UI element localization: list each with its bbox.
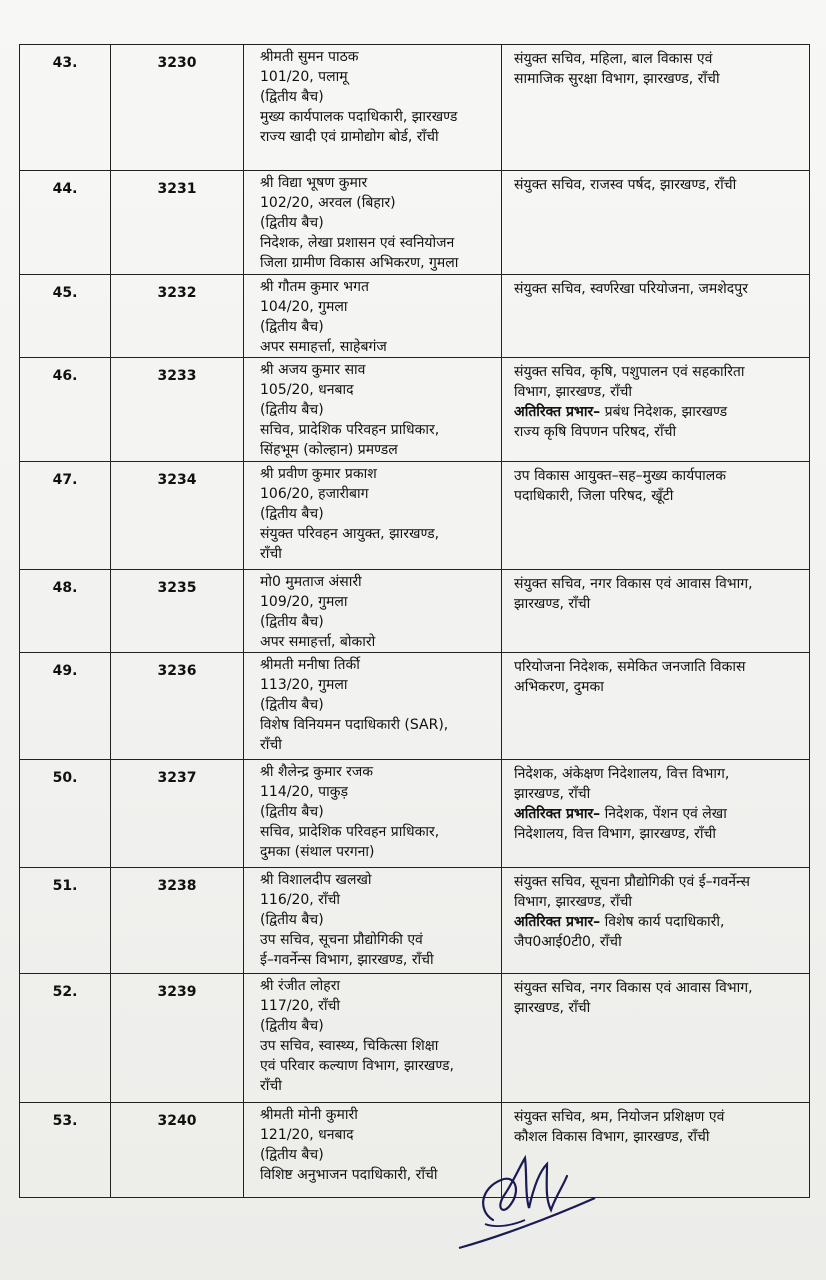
officer-name: श्री रंजीत लोहरा [260, 978, 341, 994]
new-post-line: परियोजना निदेशक, समेकित जनजाति विकास [514, 659, 746, 675]
current-post-line: जिला ग्रामीण विकास अभिकरण, गुमला [260, 255, 459, 271]
new-posting [502, 974, 810, 1103]
batch-number: 106/20, हजारीबाग [260, 486, 369, 502]
officer-code: 3235 [111, 570, 244, 653]
additional-charge-text: निदेशालय, वित्त विभाग, झारखण्ड, राँची [514, 826, 716, 842]
officer-name: श्रीमती मोनी कुमारी [260, 1107, 358, 1123]
batch-label: (द्वितीय बैच) [260, 89, 324, 105]
table-row [20, 462, 810, 570]
batch-label: (द्वितीय बैच) [260, 697, 324, 713]
batch-label: (द्वितीय बैच) [260, 804, 324, 820]
serial-number: 49. [20, 653, 111, 760]
officer-code: 3231 [111, 171, 244, 275]
new-post-line: संयुक्त सचिव, कृषि, पशुपालन एवं सहकारिता [514, 364, 745, 380]
signature [455, 1150, 600, 1260]
batch-number: 114/20, पाकुड़ [260, 784, 348, 800]
table-row [20, 45, 810, 171]
new-post-line: संयुक्त सचिव, श्रम, नियोजन प्रशिक्षण एवं [514, 1109, 725, 1125]
new-posting [502, 358, 810, 462]
officer-code: 3237 [111, 760, 244, 868]
officer-name: श्रीमती मनीषा तिर्की [260, 657, 360, 673]
new-post-line: उप विकास आयुक्त–सह–मुख्य कार्यपालक [514, 468, 727, 484]
additional-charge-text: जैप0आई0टी0, राँची [514, 934, 622, 950]
current-post-line: अपर समाहर्त्ता, साहेबगंज [260, 339, 387, 355]
table-row [20, 570, 810, 653]
officer-details [244, 868, 502, 974]
officer-details [244, 570, 502, 653]
batch-number: 101/20, पलामू [260, 69, 348, 85]
serial-number: 48. [20, 570, 111, 653]
officer-details [244, 974, 502, 1103]
batch-label: (द्वितीय बैच) [260, 319, 324, 335]
officer-code: 3230 [111, 45, 244, 171]
new-post-line: संयुक्त सचिव, स्वर्णरेखा परियोजना, जमशेदपुर [514, 281, 748, 297]
current-post-line: विशेष विनियमन पदाधिकारी (SAR), [260, 717, 449, 733]
table-row [20, 653, 810, 760]
table-row [20, 868, 810, 974]
new-post-line: सामाजिक सुरक्षा विभाग, झारखण्ड, राँची [514, 71, 720, 87]
serial-number: 44. [20, 171, 111, 275]
current-post-line: विशिष्ट अनुभाजन पदाधिकारी, राँची [260, 1167, 438, 1183]
officer-code: 3239 [111, 974, 244, 1103]
additional-charge-line [514, 804, 803, 824]
new-post-line: निदेशक, अंकेक्षण निदेशालय, वित्त विभाग, [514, 766, 730, 782]
batch-number: 104/20, गुमला [260, 299, 348, 315]
officer-code: 3232 [111, 275, 244, 358]
batch-label: (द्वितीय बैच) [260, 614, 324, 630]
new-post-line: संयुक्त सचिव, नगर विकास एवं आवास विभाग, [514, 576, 753, 592]
current-post-line: राज्य खादी एवं ग्रामोद्योग बोर्ड, राँची [260, 129, 439, 145]
new-post-line: झारखण्ड, राँची [514, 1000, 591, 1016]
officer-code: 3236 [111, 653, 244, 760]
new-posting [502, 275, 810, 358]
current-post-line: दुमका (संथाल परगना) [260, 844, 375, 860]
new-posting [502, 45, 810, 171]
batch-number: 117/20, राँची [260, 998, 341, 1014]
officer-details [244, 45, 502, 171]
current-post-line: अपर समाहर्त्ता, बोकारो [260, 634, 376, 650]
current-post-line: निदेशक, लेखा प्रशासन एवं स्वनियोजन [260, 235, 455, 251]
table-row [20, 760, 810, 868]
table-row [20, 275, 810, 358]
additional-charge-text: निदेशक, पेंशन एवं लेखा [600, 806, 727, 822]
current-post-line: संयुक्त परिवहन आयुक्त, झारखण्ड, [260, 526, 440, 542]
batch-label: (द्वितीय बैच) [260, 1147, 324, 1163]
additional-charge-line [514, 912, 803, 932]
additional-charge-label: अतिरिक्त प्रभार– [514, 806, 601, 822]
new-posting [502, 653, 810, 760]
new-posting [502, 570, 810, 653]
officer-name: श्री अजय कुमार साव [260, 362, 366, 378]
current-post-line: सचिव, प्रादेशिक परिवहन प्राधिकार, [260, 422, 440, 438]
additional-charge-text: प्रबंध निदेशक, झारखण्ड [600, 404, 728, 420]
new-post-line: विभाग, झारखण्ड, राँची [514, 894, 632, 910]
new-posting [502, 171, 810, 275]
batch-label: (द्वितीय बैच) [260, 506, 324, 522]
serial-number: 46. [20, 358, 111, 462]
additional-charge-label: अतिरिक्त प्रभार– [514, 404, 601, 420]
serial-number: 51. [20, 868, 111, 974]
officer-details [244, 171, 502, 275]
posting-table-body [20, 45, 810, 1198]
new-post-line: संयुक्त सचिव, राजस्व पर्षद, झारखण्ड, राँची [514, 177, 737, 193]
batch-label: (द्वितीय बैच) [260, 1018, 324, 1034]
current-post-line: राँची [260, 546, 282, 562]
batch-number: 116/20, राँची [260, 892, 341, 908]
current-post-line: उप सचिव, सूचना प्रौद्योगिकी एवं [260, 932, 423, 948]
officer-code: 3233 [111, 358, 244, 462]
officer-details [244, 760, 502, 868]
table-row [20, 358, 810, 462]
batch-label: (द्वितीय बैच) [260, 912, 324, 928]
new-post-line: संयुक्त सचिव, सूचना प्रौद्योगिकी एवं ई–गवर्नेन्स [514, 874, 751, 890]
officer-name: श्री विद्या भूषण कुमार [260, 175, 368, 191]
officer-name: मो0 मुमताज अंसारी [260, 574, 362, 590]
officer-code: 3238 [111, 868, 244, 974]
new-post-line: अभिकरण, दुमका [514, 679, 604, 695]
officer-code: 3240 [111, 1103, 244, 1198]
new-posting [502, 462, 810, 570]
new-posting [502, 868, 810, 974]
table-row [20, 1103, 810, 1198]
new-post-line: झारखण्ड, राँची [514, 786, 591, 802]
new-posting [502, 760, 810, 868]
serial-number: 45. [20, 275, 111, 358]
table-row [20, 974, 810, 1103]
new-post-line: संयुक्त सचिव, नगर विकास एवं आवास विभाग, [514, 980, 753, 996]
current-post-line: सिंहभूम (कोल्हान) प्रमण्डल [260, 442, 398, 458]
officer-name: श्री शैलेन्द्र कुमार रजक [260, 764, 374, 780]
batch-number: 109/20, गुमला [260, 594, 348, 610]
additional-charge-text: राज्य कृषि विपणन परिषद, राँची [514, 424, 677, 440]
new-post-line: झारखण्ड, राँची [514, 596, 591, 612]
batch-label: (द्वितीय बैच) [260, 215, 324, 231]
additional-charge-line [514, 402, 803, 422]
new-post-line: विभाग, झारखण्ड, राँची [514, 384, 632, 400]
additional-charge-line [514, 824, 803, 844]
officer-details [244, 462, 502, 570]
officer-name: श्री गौतम कुमार भगत [260, 279, 369, 295]
batch-number: 105/20, धनबाद [260, 382, 354, 398]
current-post-line: उप सचिव, स्वास्थ्य, चिकित्सा शिक्षा [260, 1038, 439, 1054]
officer-details [244, 275, 502, 358]
serial-number: 47. [20, 462, 111, 570]
officer-name: श्री प्रवीण कुमार प्रकाश [260, 466, 377, 482]
current-post-line: सचिव, प्रादेशिक परिवहन प्राधिकार, [260, 824, 440, 840]
officer-code: 3234 [111, 462, 244, 570]
officer-name: श्रीमती सुमन पाठक [260, 49, 359, 65]
current-post-line: एवं परिवार कल्याण विभाग, झारखण्ड, [260, 1058, 454, 1074]
current-post-line: मुख्य कार्यपालक पदाधिकारी, झारखण्ड [260, 109, 458, 125]
officer-details [244, 358, 502, 462]
batch-number: 121/20, धनबाद [260, 1127, 354, 1143]
current-post-line: राँची [260, 1078, 282, 1094]
serial-number: 52. [20, 974, 111, 1103]
batch-number: 102/20, अरवल (बिहार) [260, 195, 396, 211]
new-post-line: संयुक्त सचिव, महिला, बाल विकास एवं [514, 51, 713, 67]
officer-details [244, 653, 502, 760]
serial-number: 43. [20, 45, 111, 171]
batch-label: (द्वितीय बैच) [260, 402, 324, 418]
new-post-line: कौशल विकास विभाग, झारखण्ड, राँची [514, 1129, 710, 1145]
officer-name: श्री विशालदीप खलखो [260, 872, 372, 888]
additional-charge-text: विशेष कार्य पदाधिकारी, [600, 914, 725, 930]
additional-charge-label: अतिरिक्त प्रभार– [514, 914, 601, 930]
current-post-line: ई–गवर्नेन्स विभाग, झारखण्ड, राँची [260, 952, 434, 968]
batch-number: 113/20, गुमला [260, 677, 348, 693]
serial-number: 50. [20, 760, 111, 868]
current-post-line: राँची [260, 737, 282, 753]
new-post-line: पदाधिकारी, जिला परिषद, खूँटी [514, 488, 674, 504]
serial-number: 53. [20, 1103, 111, 1198]
additional-charge-line [514, 422, 803, 442]
table-row [20, 171, 810, 275]
additional-charge-line [514, 932, 803, 952]
posting-table [19, 44, 810, 1198]
